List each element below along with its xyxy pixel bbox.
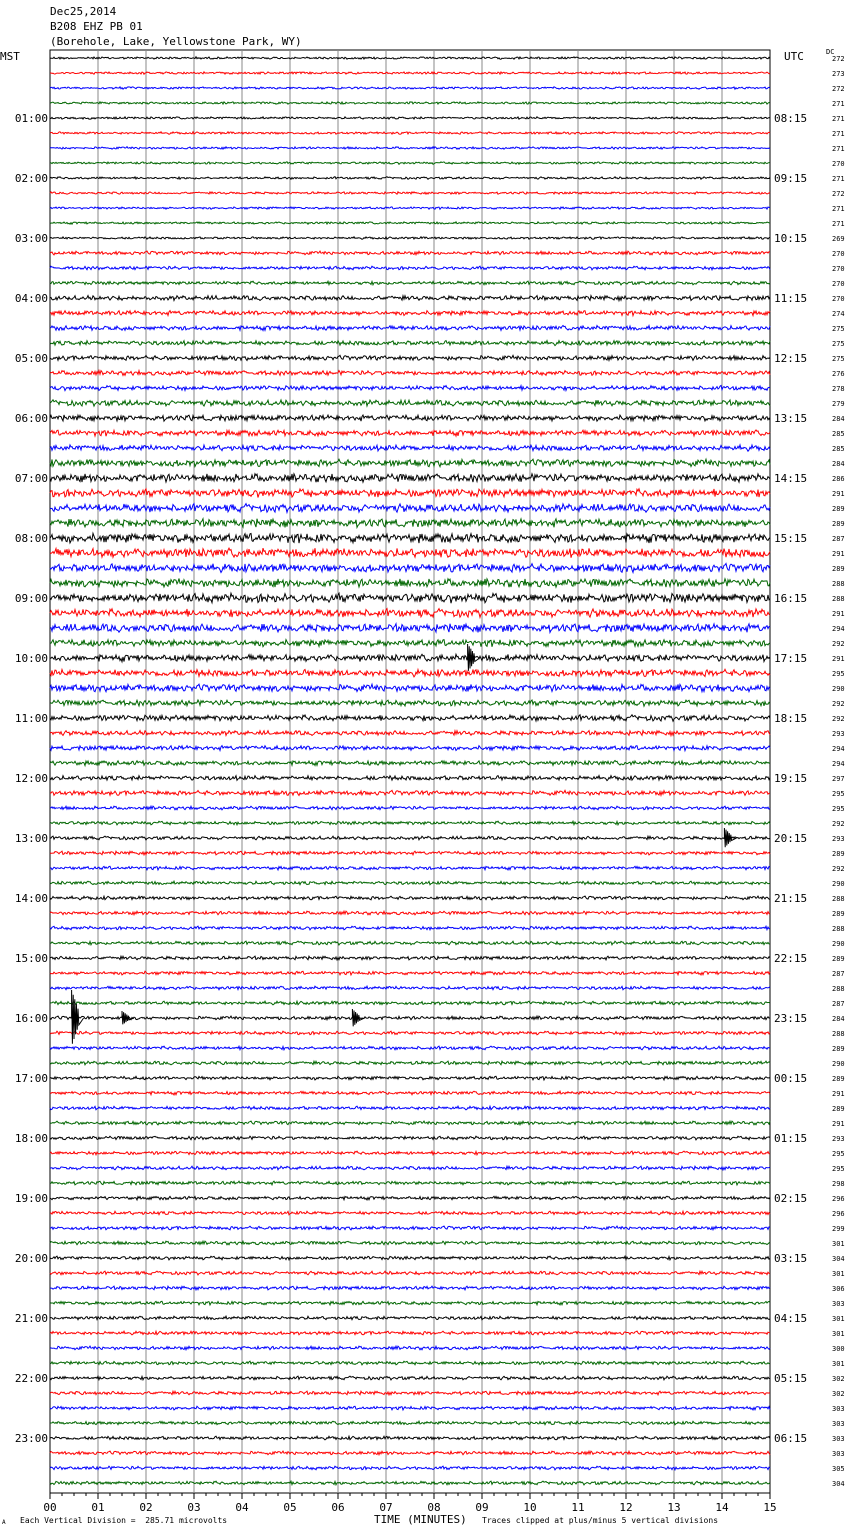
mst-hour-label: 11:00 [14, 712, 48, 725]
dc-value-label: 293 [832, 835, 845, 843]
dc-value-label: 295 [832, 1150, 845, 1158]
dc-value-label: 290 [832, 880, 845, 888]
dc-value-label: 300 [832, 1345, 845, 1353]
dc-value-label: 288 [832, 595, 845, 603]
mst-hour-label: 08:00 [14, 532, 48, 545]
trace-line [50, 489, 770, 498]
trace-line [50, 1181, 770, 1185]
x-tick-label: 06 [331, 1501, 345, 1514]
utc-hour-label: 08:15 [774, 112, 808, 125]
trace-line [50, 956, 770, 960]
trace-line [50, 296, 770, 301]
dc-value-label: 290 [832, 940, 845, 948]
dc-value-label: 270 [832, 160, 845, 168]
dc-value-label: 299 [832, 1225, 845, 1233]
trace-line [50, 1481, 770, 1485]
dc-value-label: 288 [832, 1030, 845, 1038]
dc-value-label: 301 [832, 1330, 845, 1338]
dc-value-label: 303 [832, 1405, 845, 1413]
dc-value-label: 271 [832, 220, 845, 228]
dc-value-label: 274 [832, 310, 845, 318]
trace-line [50, 147, 770, 150]
dc-value-label: 270 [832, 265, 845, 273]
dc-value-label: 271 [832, 115, 845, 123]
dc-value-label: 272 [832, 85, 845, 93]
trace-line [50, 1061, 770, 1065]
dc-value-label: 288 [832, 925, 845, 933]
mst-hour-label: 03:00 [14, 232, 48, 245]
trace-line [50, 941, 770, 945]
mst-hour-label: 04:00 [14, 292, 48, 305]
mst-hour-label: 06:00 [14, 412, 48, 425]
dc-value-label: 288 [832, 985, 845, 993]
trace-line [50, 640, 770, 647]
dc-value-label: 275 [832, 340, 845, 348]
dc-value-label: 287 [832, 970, 845, 978]
utc-hour-label: 03:15 [774, 1252, 808, 1265]
trace-line [50, 1046, 770, 1050]
dc-value-label: 285 [832, 430, 845, 438]
dc-value-label: 291 [832, 550, 845, 558]
trace-line [50, 1376, 770, 1380]
dc-value-label: 291 [832, 655, 845, 663]
dc-value-label: 295 [832, 1165, 845, 1173]
dc-value-label: 289 [832, 850, 845, 858]
dc-value-label: 289 [832, 565, 845, 573]
trace-line [50, 72, 770, 74]
dc-value-label: 294 [832, 745, 845, 753]
trace-line [50, 746, 770, 751]
trace-line [50, 548, 770, 558]
utc-hour-label: 10:15 [774, 232, 808, 245]
dc-value-label: 292 [832, 715, 845, 723]
plot-frame [50, 50, 770, 1493]
dc-value-label: 289 [832, 955, 845, 963]
utc-hour-label: 14:15 [774, 472, 808, 485]
dc-value-label: 276 [832, 370, 845, 378]
dc-value-label: 297 [832, 775, 845, 783]
dc-value-label: 271 [832, 100, 845, 108]
dc-value-label: 279 [832, 400, 845, 408]
dc-value-label: 305 [832, 1465, 845, 1473]
header-station: B208 EHZ PB 01 [50, 20, 143, 33]
x-tick-label: 03 [187, 1501, 201, 1514]
trace-line [50, 564, 770, 573]
utc-hour-label: 02:15 [774, 1192, 808, 1205]
dc-value-label: 294 [832, 625, 845, 633]
utc-hour-label: 22:15 [774, 952, 808, 965]
dc-value-label: 306 [832, 1285, 845, 1293]
utc-hour-label: 01:15 [774, 1132, 808, 1145]
trace-line [50, 971, 770, 975]
dc-value-label: 292 [832, 820, 845, 828]
clip-note: Traces clipped at plus/minus 5 vertical divisions [482, 1516, 719, 1525]
trace-line [50, 1226, 770, 1230]
trace-line [50, 1286, 770, 1290]
mst-hour-label: 01:00 [14, 112, 48, 125]
utc-hour-label: 00:15 [774, 1072, 808, 1085]
trace-line [50, 624, 770, 633]
utc-hour-label: 04:15 [774, 1312, 808, 1325]
trace-line [50, 593, 770, 603]
dc-value-label: 288 [832, 580, 845, 588]
mst-hour-label: 18:00 [14, 1132, 48, 1145]
utc-hour-label: 05:15 [774, 1372, 808, 1385]
x-tick-label: 09 [475, 1501, 489, 1514]
dc-value-label: 294 [832, 760, 845, 768]
x-tick-label: 14 [715, 1501, 729, 1514]
mst-hour-label: 13:00 [14, 832, 48, 845]
trace-line [50, 533, 770, 543]
trace-line [50, 911, 770, 915]
dc-value-label: 303 [832, 1435, 845, 1443]
mst-hour-label: 15:00 [14, 952, 48, 965]
dc-value-label: 301 [832, 1240, 845, 1248]
dc-value-label: 270 [832, 250, 845, 258]
trace-line [50, 579, 770, 588]
trace-line [50, 821, 770, 825]
x-axis-title: TIME (MINUTES) [374, 1513, 467, 1526]
trace-line [50, 57, 770, 59]
dc-value-label: 289 [832, 1045, 845, 1053]
dc-value-label: 285 [832, 445, 845, 453]
utc-hour-label: 17:15 [774, 652, 808, 665]
trace-line [50, 207, 770, 209]
trace-line [50, 102, 770, 104]
trace-line [50, 669, 770, 677]
trace-line [50, 222, 770, 224]
trace-line [50, 1136, 770, 1140]
x-tick-label: 13 [667, 1501, 681, 1514]
trace-line [50, 1406, 770, 1410]
dc-value-label: 295 [832, 790, 845, 798]
scale-note: Each Vertical Division = 285.71 microvolts [20, 1516, 228, 1525]
trace-line [50, 415, 770, 421]
x-tick-label: 12 [619, 1501, 633, 1514]
dc-value-label: 303 [832, 1300, 845, 1308]
dc-value-label: 292 [832, 700, 845, 708]
dc-value-label: 293 [832, 1135, 845, 1143]
x-tick-label: 02 [139, 1501, 153, 1514]
mst-hour-label: 07:00 [14, 472, 48, 485]
trace-line [50, 1421, 770, 1425]
trace-line [50, 1016, 770, 1020]
dc-value-label: 303 [832, 1420, 845, 1428]
dc-value-label: 304 [832, 1480, 845, 1488]
trace-line [50, 1256, 770, 1260]
x-tick-label: 04 [235, 1501, 249, 1514]
dc-value-label: 286 [832, 475, 845, 483]
dc-value-label: 289 [832, 910, 845, 918]
mst-hour-label: 05:00 [14, 352, 48, 365]
dc-value-label: 272 [832, 55, 845, 63]
trace-line [50, 132, 770, 135]
trace-line [50, 881, 770, 885]
utc-hour-label: 21:15 [774, 892, 808, 905]
dc-value-label: 272 [832, 190, 845, 198]
x-tick-label: 07 [379, 1501, 393, 1514]
trace-line [50, 1391, 770, 1395]
dc-column-label: DC [826, 48, 835, 56]
trace-line [50, 896, 770, 900]
trace-line [50, 400, 770, 406]
trace-line [50, 266, 770, 270]
dc-value-label: 295 [832, 805, 845, 813]
utc-hour-label: 19:15 [774, 772, 808, 785]
trace-line [50, 1211, 770, 1215]
x-tick-label: 11 [571, 1501, 585, 1514]
dc-value-label: 269 [832, 235, 845, 243]
dc-value-label: 296 [832, 1210, 845, 1218]
mst-hour-label: 17:00 [14, 1072, 48, 1085]
x-tick-label: 00 [43, 1501, 57, 1514]
dc-value-label: 291 [832, 1120, 845, 1128]
dc-value-label: 273 [832, 70, 845, 78]
mst-hour-label: 12:00 [14, 772, 48, 785]
dc-value-label: 270 [832, 280, 845, 288]
utc-hour-label: 15:15 [774, 532, 808, 545]
utc-hour-label: 12:15 [774, 352, 808, 365]
x-tick-label: 15 [763, 1501, 777, 1514]
trace-line [50, 474, 770, 482]
dc-value-label: 271 [832, 175, 845, 183]
trace-line [50, 1196, 770, 1200]
trace-line [50, 430, 770, 436]
dc-value-label: 288 [832, 895, 845, 903]
trace-line [50, 355, 770, 360]
mst-hour-label: 16:00 [14, 1012, 48, 1025]
mst-hour-label: 02:00 [14, 172, 48, 185]
dc-value-label: 275 [832, 355, 845, 363]
dc-value-label: 296 [832, 1195, 845, 1203]
trace-line [50, 790, 770, 795]
trace-line [50, 926, 770, 930]
dc-value-label: 302 [832, 1375, 845, 1383]
dc-value-label: 287 [832, 1000, 845, 1008]
dc-value-label: 291 [832, 610, 845, 618]
trace-line [50, 87, 770, 89]
trace-line [50, 1241, 770, 1245]
dc-value-label: 284 [832, 415, 845, 423]
trace-line [50, 1361, 770, 1365]
dc-value-label: 284 [832, 460, 845, 468]
trace-line [50, 504, 770, 513]
trace-line [50, 1466, 770, 1470]
dc-value-label: 304 [832, 1255, 845, 1263]
trace-line [50, 1316, 770, 1320]
x-tick-label: 05 [283, 1501, 297, 1514]
trace-line [50, 715, 770, 721]
right-zone-label: UTC [784, 50, 804, 63]
utc-hour-label: 06:15 [774, 1432, 808, 1445]
dc-value-label: 278 [832, 385, 845, 393]
trace-line [50, 1031, 770, 1035]
trace-line [50, 371, 770, 376]
mst-hour-label: 09:00 [14, 592, 48, 605]
dc-value-label: 302 [832, 1390, 845, 1398]
mst-hour-label: 20:00 [14, 1252, 48, 1265]
dc-value-label: 291 [832, 490, 845, 498]
trace-line [50, 1076, 770, 1080]
dc-value-label: 271 [832, 205, 845, 213]
trace-line [50, 851, 770, 855]
trace-line [50, 341, 770, 346]
trace-line [50, 731, 770, 736]
x-tick-label: 08 [427, 1501, 441, 1514]
dc-value-label: 289 [832, 1105, 845, 1113]
dc-value-label: 295 [832, 670, 845, 678]
mst-hour-label: 10:00 [14, 652, 48, 665]
x-tick-label: 01 [91, 1501, 105, 1514]
utc-hour-label: 11:15 [774, 292, 808, 305]
dc-value-label: 270 [832, 295, 845, 303]
header-date: Dec25,2014 [50, 5, 117, 18]
dc-value-label: 290 [832, 685, 845, 693]
trace-line [50, 192, 770, 194]
trace-line [50, 459, 770, 467]
trace-line [50, 609, 770, 618]
x-tick-label: 10 [523, 1501, 537, 1514]
dc-value-label: 289 [832, 520, 845, 528]
trace-line [50, 281, 770, 285]
dc-value-label: 301 [832, 1360, 845, 1368]
trace-line [50, 836, 770, 840]
dc-value-label: 292 [832, 865, 845, 873]
trace-line [50, 986, 770, 990]
trace-line [50, 776, 770, 781]
dc-value-label: 287 [832, 535, 845, 543]
trace-line [50, 519, 770, 528]
trace-line [50, 1121, 770, 1125]
utc-hour-label: 16:15 [774, 592, 808, 605]
dc-value-label: 275 [832, 325, 845, 333]
trace-line [50, 177, 770, 180]
trace-line [50, 1166, 770, 1170]
trace-line [50, 700, 770, 706]
trace-line [50, 1451, 770, 1455]
dc-value-label: 290 [832, 1060, 845, 1068]
utc-hour-label: 23:15 [774, 1012, 808, 1025]
trace-line [50, 386, 770, 391]
trace-line [50, 761, 770, 766]
utc-hour-label: 13:15 [774, 412, 808, 425]
mst-hour-label: 23:00 [14, 1432, 48, 1445]
dc-value-label: 301 [832, 1270, 845, 1278]
utc-hour-label: 18:15 [774, 712, 808, 725]
mst-hour-label: 22:00 [14, 1372, 48, 1385]
trace-line [50, 866, 770, 870]
utc-hour-label: 20:15 [774, 832, 808, 845]
trace-line [50, 654, 770, 661]
trace-line [50, 1106, 770, 1110]
dc-value-label: 271 [832, 130, 845, 138]
dc-value-label: 292 [832, 640, 845, 648]
trace-line [50, 1001, 770, 1005]
trace-line [50, 1271, 770, 1275]
dc-value-label: 291 [832, 1090, 845, 1098]
trace-line [50, 445, 770, 451]
dc-value-label: 303 [832, 1450, 845, 1458]
dc-value-label: 289 [832, 1075, 845, 1083]
mst-hour-label: 14:00 [14, 892, 48, 905]
trace-line [50, 237, 770, 240]
trace-line [50, 251, 770, 255]
trace-line [50, 1331, 770, 1335]
trace-line [50, 806, 770, 810]
mst-hour-label: 19:00 [14, 1192, 48, 1205]
dc-value-label: 298 [832, 1180, 845, 1188]
footer-left-mark: A [2, 1519, 6, 1526]
trace-line [50, 1151, 770, 1155]
trace-line [50, 162, 770, 165]
trace-line [50, 311, 770, 316]
trace-line [50, 117, 770, 119]
dc-value-label: 293 [832, 730, 845, 738]
utc-hour-label: 09:15 [774, 172, 808, 185]
trace-line [50, 1436, 770, 1440]
mst-hour-label: 21:00 [14, 1312, 48, 1325]
dc-value-label: 301 [832, 1315, 845, 1323]
trace-line [50, 1091, 770, 1095]
dc-value-label: 271 [832, 145, 845, 153]
trace-line [50, 326, 770, 331]
trace-line [50, 1346, 770, 1350]
left-zone-label: MST [0, 50, 20, 63]
header-location: (Borehole, Lake, Yellowstone Park, WY) [50, 35, 302, 48]
dc-value-label: 284 [832, 1015, 845, 1023]
dc-value-label: 289 [832, 505, 845, 513]
trace-line [50, 684, 770, 692]
trace-line [50, 1301, 770, 1305]
